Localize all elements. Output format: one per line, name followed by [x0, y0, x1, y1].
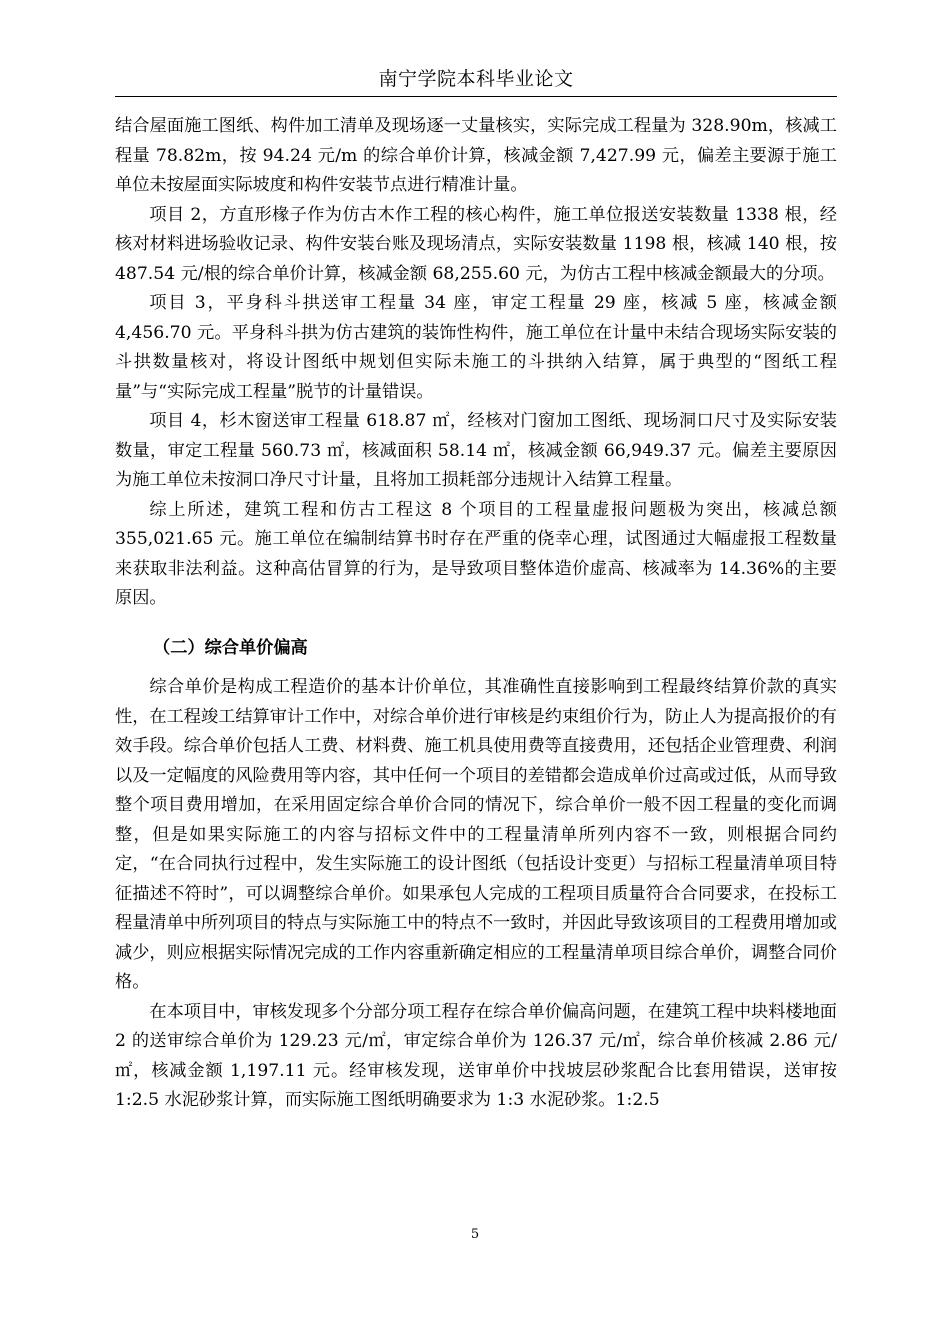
section-heading: （二）综合单价偏高 — [153, 637, 308, 658]
body-paragraph-unit-price-case: 在本项目中，审核发现多个分部分项工程存在综合单价偏高问题，在建筑工程中块料楼地面 2 的送审综合单价为 129.23 元/㎡，审定综合单价为 126.37 元/㎡，综合单价核减 2.86 元/㎡，核减金额 1,197.11 元。经审核发现，送审单价中找坡层砂浆配合比套用错误，送审按 1:2.5 水泥砂浆计算，而实际施工图纸明确要求为 1:3 水泥砂浆。1:2.5 — [115, 1001, 837, 1110]
body-paragraph-item-3: 项目 3，平身科斗拱送审工程量 34 座，审定工程量 29 座，核减 5 座，核减金额 4,456.70 元。平身科斗拱为仿古建筑的装饰性构件，施工单位在计量中未结合现场实际安装的斗拱数量核对，将设计图纸中规划但实际未施工的斗拱纳入结算，属于典型的“图纸工程量”与“实际完成工程量”脱节的计量错误。 — [115, 293, 837, 402]
body-paragraph-item-4: 项目 4，杉木窗送审工程量 618.87 ㎡，经核对门窗加工图纸、现场洞口尺寸及实际安装数量，审定工程量 560.73 ㎡，核减面积 58.14 ㎡，核减金额 66,949.37 元。偏差主要原因为施工单位未按洞口净尺寸计量，且将加工损耗部分违规计入结算工程量。 — [115, 411, 837, 490]
page-body — [115, 112, 837, 1116]
running-header-title: 南宁学院本科毕业论文 — [378, 68, 574, 90]
body-paragraph-item-2: 项目 2，方直形椽子作为仿古木作工程的核心构件，施工单位报送安装数量 1338 根，经核对材料进场验收记录、构件安装台账及现场清点，实际安装数量 1198 根，核减 140 根，按 487.54 元/根的综合单价计算，核减金额 68,255.60 元，为仿古工程中核减金额最大的分项。 — [115, 204, 837, 284]
body-paragraph-unit-price-intro: 综合单价是构成工程造价的基本计价单位，其准确性直接影响到工程最终结算价款的真实性，在工程竣工结算审计工作中，对综合单价进行审核是约束组价行为，防止人为提高报价的有效手段。综合单价包括人工费、材料费、施工机具使用费等直接费用，还包括企业管理费、利润以及一定幅度的风险费用等内容，其中任何一个项目的差错都会造成单价过高或过低，从而导致整个项目费用增加，在采用固定综合单价合同的情况下，综合单价一般不因工程量的变化而调整，但是如果实际施工的内容与招标文件中的工程量清单所列内容不一致，则根据合同约定，“在合同执行过程中，发生实际施工的设计图纸（包括设计变更）与招标工程量清单项目特征描述不符时”，可以调整综合单价。如果承包人完成的工程项目质量符合合同要求，在投标工程量清单中所列项目的特点与实际施工中的特点不一致时，并因此导致该项目的工程费用增加或减少，则应根据实际情况完成的工作内容重新确定相应的工程量清单项目综合单价，调整合同价格。 — [115, 677, 837, 992]
body-paragraph-continued: 结合屋面施工图纸、构件加工清单及现场逐一丈量核实，实际完成工程量为 328.90m，核减工程量 78.82m，按 94.24 元/m 的综合单价计算，核减金额 7,427.99 元，偏差主要源于施工单位未按屋面实际坡度和构件安装节点进行精准计量。 — [115, 116, 837, 195]
body-paragraph-summary: 综上所述，建筑工程和仿古工程这 8 个项目的工程量虚报问题极为突出，核减总额 355,021.65 元。施工单位在编制结算书时存在严重的侥幸心理，试图通过大幅虚报工程数量来获取非法利益。这种高估冒算的行为，是导致项目整体造价虚高、核减率为 14.36%的主要原因。 — [115, 499, 837, 608]
page-number: 5 — [470, 1227, 480, 1242]
header-divider — [115, 96, 837, 97]
